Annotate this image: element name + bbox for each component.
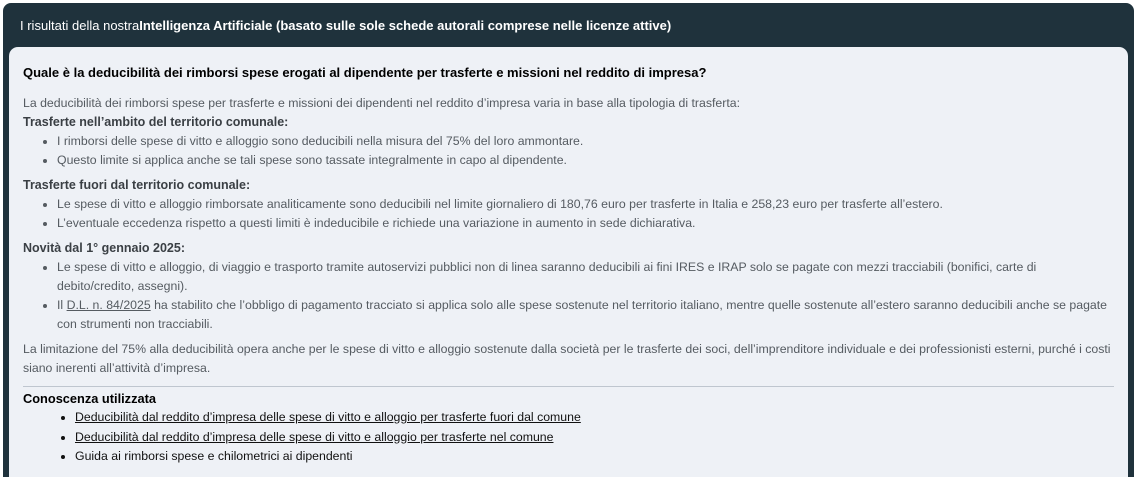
knowledge-list: [23, 408, 1114, 467]
list-item: • I rimborsi delle spese di vitto e alloggio sono deducibili nella misura del 75% del loro ammontare.: [57, 132, 1114, 151]
section-list: [23, 195, 1114, 233]
list-item: • Le spese di vitto e alloggio, di viaggio e trasporto tramite autoservizi pubblici non di linea saranno deducibili ai fini IRES e IRAP solo se pagate con mezzi tracciabili (bonifici, carte di debito/credito, assegni).: [57, 258, 1114, 296]
section-title: Novità dal 1° gennaio 2025:: [23, 241, 185, 255]
header-title: Intelligenza Artificiale (basato sulle sole schede autorali comprese nelle licenze attive): [139, 17, 672, 33]
knowledge-item: [75, 428, 1114, 448]
section-list: [23, 258, 1114, 334]
section-title: Trasferte nell’ambito del territorio comunale:: [23, 115, 289, 129]
knowledge-title: Conoscenza utilizzata: [23, 391, 156, 406]
list-item: • Questo limite si applica anche se tali spese sono tassate integralmente in capo al dipendente.: [57, 151, 1114, 170]
answer-panel: [9, 47, 1128, 477]
answer-intro: La deducibilità dei rimborsi spese per trasferte e missioni dei dipendenti nel reddito d’impresa varia in base alla tipologia di trasferta:: [23, 96, 741, 110]
divider: [23, 386, 1114, 387]
question-text: Quale è la deducibilità dei rimborsi spese erogati al dipendente per trasferte e missioni nel reddito di impresa?: [23, 65, 707, 80]
knowledge-link[interactable]: Deducibilità dal reddito d’impresa delle spese di vitto e alloggio per trasferte fuori dal comune: [75, 410, 581, 424]
ai-results-card: [3, 3, 1134, 477]
knowledge-section: [23, 389, 1114, 467]
header-prefix: I risultati della nostra: [20, 17, 140, 33]
answer-closing: La limitazione del 75% alla deducibilità opera anche per le spese di vitto e alloggio sostenute dalla società per le trasferte dei soci, dell’imprenditore individuale e dei professionisti esterni, purché i costi siano inerenti all’attività d’impresa.: [23, 342, 1111, 375]
section-title: Trasferte fuori dal territorio comunale:: [23, 178, 251, 192]
answer-body: [23, 94, 1114, 378]
card-header: [3, 3, 1134, 47]
list-item: [57, 296, 1114, 334]
item-text: Il: [57, 298, 67, 312]
list-item: • Le spese di vitto e alloggio rimborsate analiticamente sono deducibili nel limite giornaliero di 180,76 euro per trasferte in Italia e 258,23 euro per trasferte all’estero.: [57, 195, 1114, 214]
decree-link[interactable]: D.L. n. 84/2025: [66, 298, 151, 312]
knowledge-item: [75, 408, 1114, 428]
knowledge-link[interactable]: Deducibilità dal reddito d’impresa delle spese di vitto e alloggio per trasferte nel comune: [75, 429, 554, 444]
knowledge-item: • Guida ai rimborsi spese e chilometrici ai dipendenti: [75, 447, 1114, 467]
list-item: • L’eventuale eccedenza rispetto a questi limiti è indeducibile e richiede una variazione in aumento in sede dichiarativa.: [57, 214, 1114, 233]
section-list: [23, 132, 1114, 170]
item-text: ha stabilito che l’obbligo di pagamento tracciato si applica solo alle spese sostenute nel territorio italiano, mentre quelle sostenute all’estero saranno deducibili anche se pagate con strumenti non tracciabili.: [57, 298, 1108, 331]
